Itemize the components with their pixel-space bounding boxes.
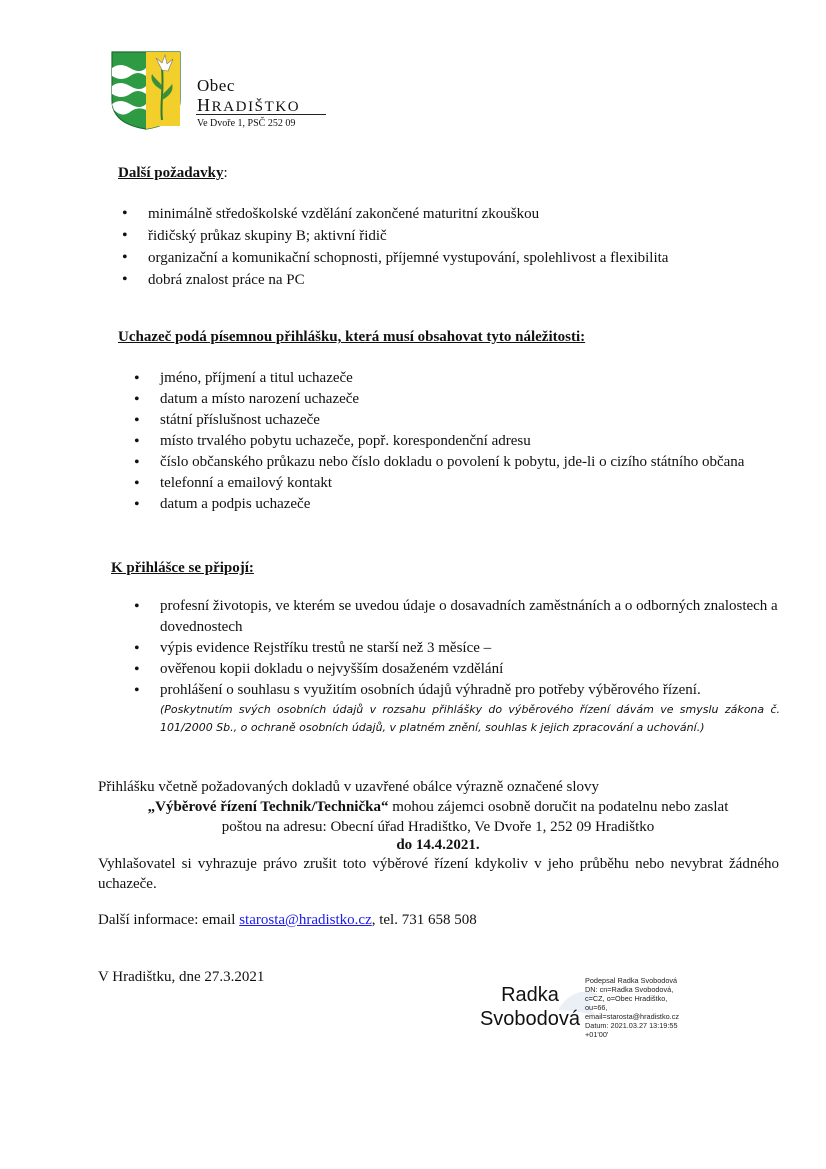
section-application-heading: Uchazeč podá písemnou přihlášku, která musí obsahovat tyto náležitosti: <box>118 329 586 345</box>
signer-first-name: Radka <box>501 984 559 1006</box>
contact-prefix: Další informace: email <box>98 912 240 928</box>
org-address: Ve Dvoře 1, PSČ 252 09 <box>197 118 296 129</box>
place-and-date: V Hradištku, dne 27.3.2021 <box>98 969 265 985</box>
list-item: • telefonní a emailový kontakt <box>160 473 780 494</box>
submission-title-rest: mohou zájemci osobně doručit na podatelnu nebo zaslat <box>388 799 729 815</box>
signature-detail-line: ou=66, <box>585 1003 608 1012</box>
signature-detail-line: email=starosta@hradistko.cz <box>585 1012 679 1021</box>
consent-note: (Poskytnutím svých osobních údajů v rozsahu přihlášky do výběrového řízení dávám ve smyslu zákona č. 101/2000 Sb., o ochraně osobních údajů, v platném znění, souhlas k jejich zpracování a uchování.) <box>160 703 780 734</box>
list-item: • organizační a komunikační schopnosti, příjemné vystupování, spolehlivost a flexibilita <box>148 247 788 269</box>
list-item: • výpis evidence Rejstříku trestů ne starší než 3 měsíce – <box>160 638 780 659</box>
signature-detail-line: DN: cn=Radka Svobodová, <box>585 985 674 994</box>
deadline: do 14.4.2021. <box>396 837 480 853</box>
section-attachments-heading: K přihlášce se připojí: <box>111 560 254 576</box>
consent-text: prohlášení o souhlasu s využitím osobních údajů výhradně pro potřeby výběrového řízení. <box>160 682 701 698</box>
section-requirements-colon: : <box>223 165 228 181</box>
org-name-rest: RADIŠTKO <box>211 99 301 115</box>
list-item: • datum a podpis uchazeče <box>160 494 780 515</box>
signer-last-name: Svobodová <box>479 1008 581 1030</box>
application-contents-list <box>160 368 780 515</box>
list-item: • státní příslušnost uchazeče <box>160 410 780 431</box>
list-item: • ověřenou kopii dokladu o nejvyšším dosaženém vzdělání <box>160 659 780 680</box>
signature-detail-line: +01'00' <box>585 1030 609 1039</box>
digital-signature-details <box>585 976 695 1039</box>
requirements-list <box>148 203 788 291</box>
section-requirements-heading <box>118 165 228 182</box>
org-name-line2 <box>197 95 300 116</box>
municipal-crest-icon <box>110 50 182 130</box>
list-item: • dobrá znalost práce na PC <box>148 269 788 291</box>
signature-detail-line: c=CZ, o=Obec Hradištko, <box>585 994 668 1003</box>
submission-title: „Výběrové řízení Technik/Technička“ <box>147 799 389 815</box>
header-divider <box>196 114 326 115</box>
list-item: • číslo občanského průkazu nebo číslo dokladu o povolení k pobytu, jde-li o cizího státního občana <box>160 452 780 473</box>
list-item: • jméno, příjmení a titul uchazeče <box>160 368 780 389</box>
list-item: • minimálně středoškolské vzdělání zakončené maturitní zkouškou <box>148 203 788 225</box>
org-name-line1: Obec <box>197 76 235 95</box>
list-item-consent <box>160 680 780 737</box>
reservation-clause: Vyhlašovatel si vyhrazuje právo zrušit toto výběrové řízení kdykoliv v jeho průběhu nebo nevybrat žádného uchazeče. <box>98 856 779 892</box>
list-item: • datum a místo narození uchazeče <box>160 389 780 410</box>
org-name-initial: H <box>197 95 212 115</box>
contact-phone: , tel. 731 658 508 <box>371 912 477 928</box>
contact-info <box>98 910 778 930</box>
list-item: • řidičský průkaz skupiny B; aktivní řidič <box>148 225 788 247</box>
signature-detail-line: Datum: 2021.03.27 13:19:55 <box>585 1021 678 1030</box>
submission-title-line <box>98 797 778 817</box>
signature-detail-line: Podepsal Radka Svobodová <box>585 976 678 985</box>
section-requirements-title: Další požadavky <box>118 165 224 181</box>
submission-intro: Přihlášku včetně požadovaných dokladů v uzavřené obálce výrazně označené slovy <box>98 779 600 795</box>
email-link[interactable]: starosta@hradistko.cz <box>239 912 372 928</box>
signer-name <box>474 983 586 1031</box>
attachments-list <box>160 596 780 737</box>
list-item: • místo trvalého pobytu uchazeče, popř. korespondenční adresu <box>160 431 780 452</box>
postal-address-line: poštou na adresu: Obecní úřad Hradištko, Ve Dvoře 1, 252 09 Hradištko <box>221 819 655 835</box>
list-item: • profesní životopis, ve kterém se uvedou údaje o dosavadních zaměstnáních a o odborných znalostech a dovednostech <box>160 596 780 638</box>
